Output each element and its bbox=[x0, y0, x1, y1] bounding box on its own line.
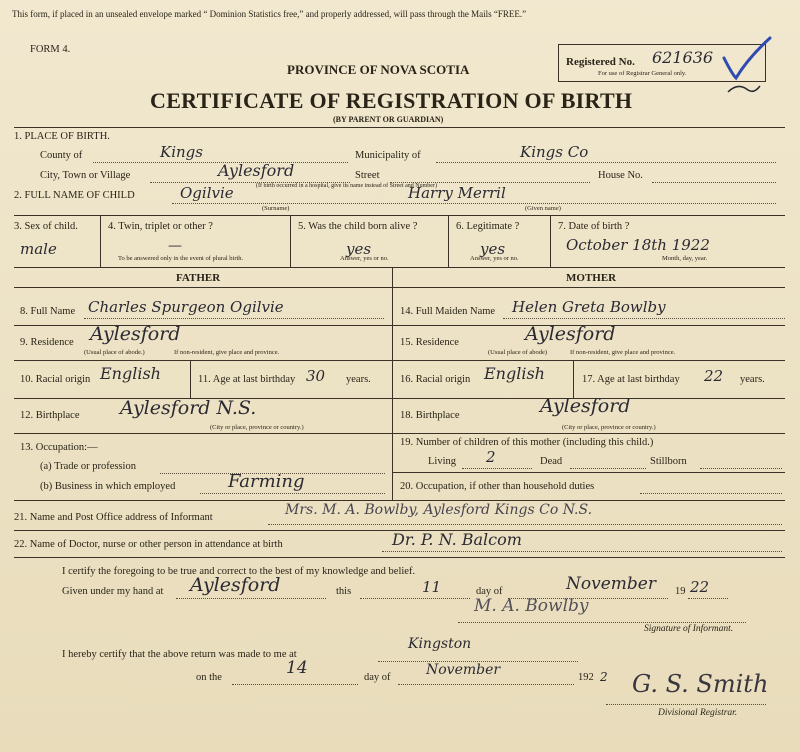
registrar-day-of-label: day of bbox=[364, 672, 391, 683]
mother-occupation-label: 20. Occupation, if other than household duties bbox=[400, 481, 595, 492]
mother-nonresident-note: If non-resident, give place and province. bbox=[570, 349, 676, 356]
registrar-caption: Divisional Registrar. bbox=[658, 708, 738, 718]
child-name-label: 2. FULL NAME OF CHILD bbox=[14, 190, 135, 201]
registrar-place-value: Kingston bbox=[408, 636, 472, 652]
registrar-signature: G. S. Smith bbox=[632, 670, 769, 698]
mother-racial-label: 16. Racial origin bbox=[400, 374, 471, 385]
twin-value: — bbox=[168, 238, 182, 254]
father-birthplace-label: 12. Birthplace bbox=[20, 410, 80, 421]
father-years-label: years. bbox=[346, 374, 371, 385]
born-alive-note: Answer, yes or no. bbox=[340, 255, 389, 262]
father-age-label: 11. Age at last birthday bbox=[198, 374, 296, 385]
trade-label: (a) Trade or profession bbox=[40, 461, 136, 472]
house-number-label: House No. bbox=[598, 170, 643, 181]
given-under-hand-label: Given under my hand at bbox=[62, 586, 164, 597]
city-label: City, Town or Village bbox=[40, 170, 131, 181]
father-residence-label: 9. Residence bbox=[20, 337, 74, 348]
registrar-month-value: November bbox=[426, 662, 501, 678]
mother-age-value: 22 bbox=[704, 367, 724, 385]
sex-value: male bbox=[20, 240, 57, 258]
registrar-day-value: 14 bbox=[286, 658, 308, 678]
mother-heading: MOTHER bbox=[566, 272, 617, 284]
mother-birthplace-value: Aylesford bbox=[540, 395, 631, 417]
father-occupation-label: 13. Occupation:— bbox=[20, 442, 98, 453]
father-birthplace-note: (City or place, province or country.) bbox=[210, 424, 304, 431]
stillborn-label: Stillborn bbox=[650, 456, 687, 467]
date-of-birth-value: October 18th 1922 bbox=[566, 236, 710, 254]
child-given-name-value: Harry Merril bbox=[408, 184, 506, 202]
registered-label: Registered No. bbox=[566, 56, 635, 68]
certificate-title: CERTIFICATE OF REGISTRATION OF BIRTH bbox=[150, 88, 633, 113]
sex-label: 3. Sex of child. bbox=[14, 221, 78, 232]
children-count-label: 19. Number of children of this mother (including this child.) bbox=[400, 437, 654, 448]
mother-residence-note: (Usual place of abode) bbox=[488, 349, 548, 356]
mail-note: This form, if placed in an unsealed envelope marked “ Dominion Statistics free,” and properly addressed, will pass through the Mails “FREE.” bbox=[12, 9, 527, 19]
form-number: FORM 4. bbox=[30, 44, 71, 55]
county-value: Kings bbox=[160, 143, 203, 161]
child-surname-value: Ogilvie bbox=[180, 184, 234, 202]
city-value: Aylesford bbox=[218, 161, 295, 180]
certificate-subtitle: (BY PARENT OR GUARDIAN) bbox=[333, 115, 444, 124]
mother-residence-value: Aylesford bbox=[525, 323, 616, 345]
informant-label: 21. Name and Post Office address of Informant bbox=[14, 512, 213, 523]
county-label: County of bbox=[40, 150, 83, 161]
registrar-year-label: 192 bbox=[578, 672, 594, 683]
hospital-note: (If birth occurred in a hospital, give its name instead of Street and Number) bbox=[256, 183, 437, 189]
informant-signature: M. A. Bowlby bbox=[474, 596, 589, 616]
twin-label: 4. Twin, triplet or other ? bbox=[108, 221, 213, 232]
municipality-label: Municipality of bbox=[355, 150, 421, 161]
father-heading: FATHER bbox=[176, 272, 221, 284]
this-label: this bbox=[336, 586, 352, 597]
doctor-label: 22. Name of Doctor, nurse or other person in attendance at birth bbox=[14, 539, 283, 550]
father-nonresident-note: If non-resident, give place and province. bbox=[174, 349, 280, 356]
date-of-birth-label: 7. Date of birth ? bbox=[558, 221, 630, 232]
registrar-on-the-label: on the bbox=[196, 672, 222, 683]
father-racial-label: 10. Racial origin bbox=[20, 374, 91, 385]
informant-value: Mrs. M. A. Bowlby, Aylesford Kings Co N.S. bbox=[285, 502, 593, 518]
mother-birthplace-note: (City or place, province or country.) bbox=[562, 424, 656, 431]
business-label: (b) Business in which employed bbox=[40, 481, 176, 492]
certify-year-value: 22 bbox=[690, 578, 710, 596]
check-mark-icon bbox=[718, 30, 778, 100]
mother-years-label: years. bbox=[740, 374, 765, 385]
born-alive-label: 5. Was the child born alive ? bbox=[298, 221, 418, 232]
born-alive-value: yes bbox=[346, 240, 372, 258]
twin-note: To be answered only in the event of plural birth. bbox=[118, 255, 244, 262]
given-name-caption: (Given name) bbox=[525, 205, 561, 212]
mother-residence-label: 15. Residence bbox=[400, 337, 459, 348]
registrar-general-note: For use of Registrar General only. bbox=[598, 70, 687, 77]
mother-racial-value: English bbox=[484, 364, 545, 383]
living-value: 2 bbox=[486, 448, 496, 466]
father-residence-value: Aylesford bbox=[90, 323, 181, 345]
father-age-value: 30 bbox=[306, 367, 326, 385]
registered-number: 621636 bbox=[652, 48, 714, 67]
given-place-value: Aylesford bbox=[190, 574, 281, 596]
business-value: Farming bbox=[228, 471, 305, 492]
father-name-value: Charles Spurgeon Ogilvie bbox=[88, 298, 284, 316]
certify-day-of-label: day of bbox=[476, 586, 503, 597]
certify-year-prefix: 19 bbox=[675, 586, 686, 597]
mother-name-value: Helen Greta Bowlby bbox=[512, 298, 666, 316]
certify-month-value: November bbox=[566, 574, 656, 594]
place-of-birth-heading: 1. PLACE OF BIRTH. bbox=[14, 131, 110, 142]
dead-label: Dead bbox=[540, 456, 563, 467]
legitimate-value: yes bbox=[480, 240, 506, 258]
registrar-statement: I hereby certify that the above return was made to me at bbox=[62, 649, 297, 660]
street-label: Street bbox=[355, 170, 380, 181]
surname-caption: (Surname) bbox=[262, 205, 290, 212]
living-label: Living bbox=[428, 456, 456, 467]
certify-day-value: 11 bbox=[422, 578, 442, 596]
father-birthplace-value: Aylesford N.S. bbox=[120, 397, 257, 419]
mother-age-label: 17. Age at last birthday bbox=[582, 374, 680, 385]
father-racial-value: English bbox=[100, 364, 161, 383]
legitimate-label: 6. Legitimate ? bbox=[456, 221, 520, 232]
certify-statement: I certify the foregoing to be true and correct to the best of my knowledge and belief. bbox=[62, 566, 416, 577]
registrar-year-value: 2 bbox=[600, 670, 608, 684]
doctor-value: Dr. P. N. Balcom bbox=[392, 530, 522, 549]
informant-signature-caption: Signature of Informant. bbox=[644, 624, 734, 634]
municipality-value: Kings Co bbox=[520, 143, 589, 161]
mother-birthplace-label: 18. Birthplace bbox=[400, 410, 460, 421]
mother-name-label: 14. Full Maiden Name bbox=[400, 306, 496, 317]
father-residence-note: (Usual place of abode.) bbox=[84, 349, 145, 356]
province-heading: PROVINCE OF NOVA SCOTIA bbox=[287, 62, 470, 77]
father-name-label: 8. Full Name bbox=[20, 306, 76, 317]
date-of-birth-note: Month, day, year. bbox=[662, 255, 708, 262]
legitimate-note: Answer, yes or no. bbox=[470, 255, 519, 262]
